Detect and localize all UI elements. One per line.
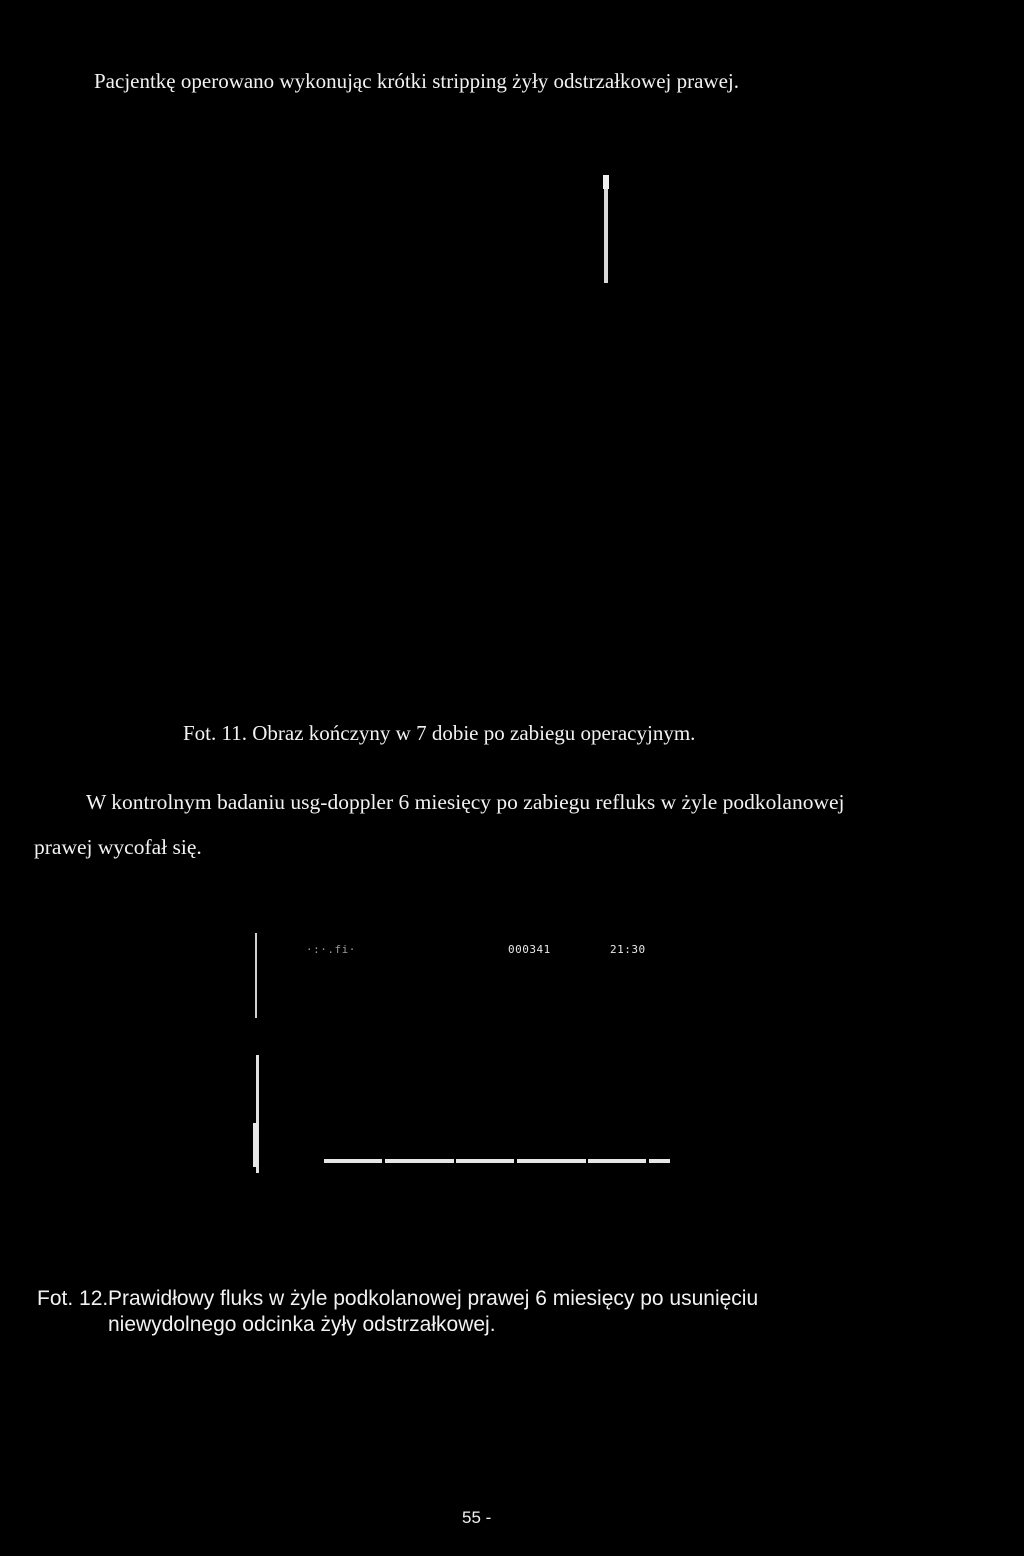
photo-12-caption-line-2: niewydolnego odcinka żyły odstrzałkowej. (108, 1313, 496, 1336)
photo-11-caption: Fot. 11. Obraz kończyny w 7 dobie po zabiegu operacyjnym. (183, 721, 696, 745)
photo-12-caption-number: Fot. 12. (37, 1287, 109, 1310)
paragraph-line-1: W kontrolnym badaniu usg-doppler 6 miesięcy po zabiegu refluks w żyle podkolanowej (86, 790, 845, 814)
ultrasound-baseline (324, 1159, 670, 1163)
photo-12-caption-line-1: Prawidłowy fluks w żyle podkolanowej prawej 6 miesięcy po usunięciu (108, 1287, 759, 1310)
page-number: 55 - (462, 1508, 492, 1527)
ultrasound-record-id: 000341 (508, 943, 551, 956)
photo-11-scale-marker (604, 175, 608, 283)
ultrasound-scale-segment (253, 1123, 258, 1167)
intro-text: Pacjentkę operowano wykonując krótki stripping żyły odstrzałkowej prawej. (94, 69, 739, 93)
photo-11-limb-image (30, 110, 990, 700)
paragraph-line-2: prawej wycofał się. (34, 835, 202, 859)
ultrasound-mode-label: ·:·.fi· (306, 943, 356, 956)
ultrasound-scale-line-top (255, 933, 257, 1018)
photo-12-ultrasound-image (240, 925, 680, 1245)
ultrasound-time: 21:30 (610, 943, 646, 956)
